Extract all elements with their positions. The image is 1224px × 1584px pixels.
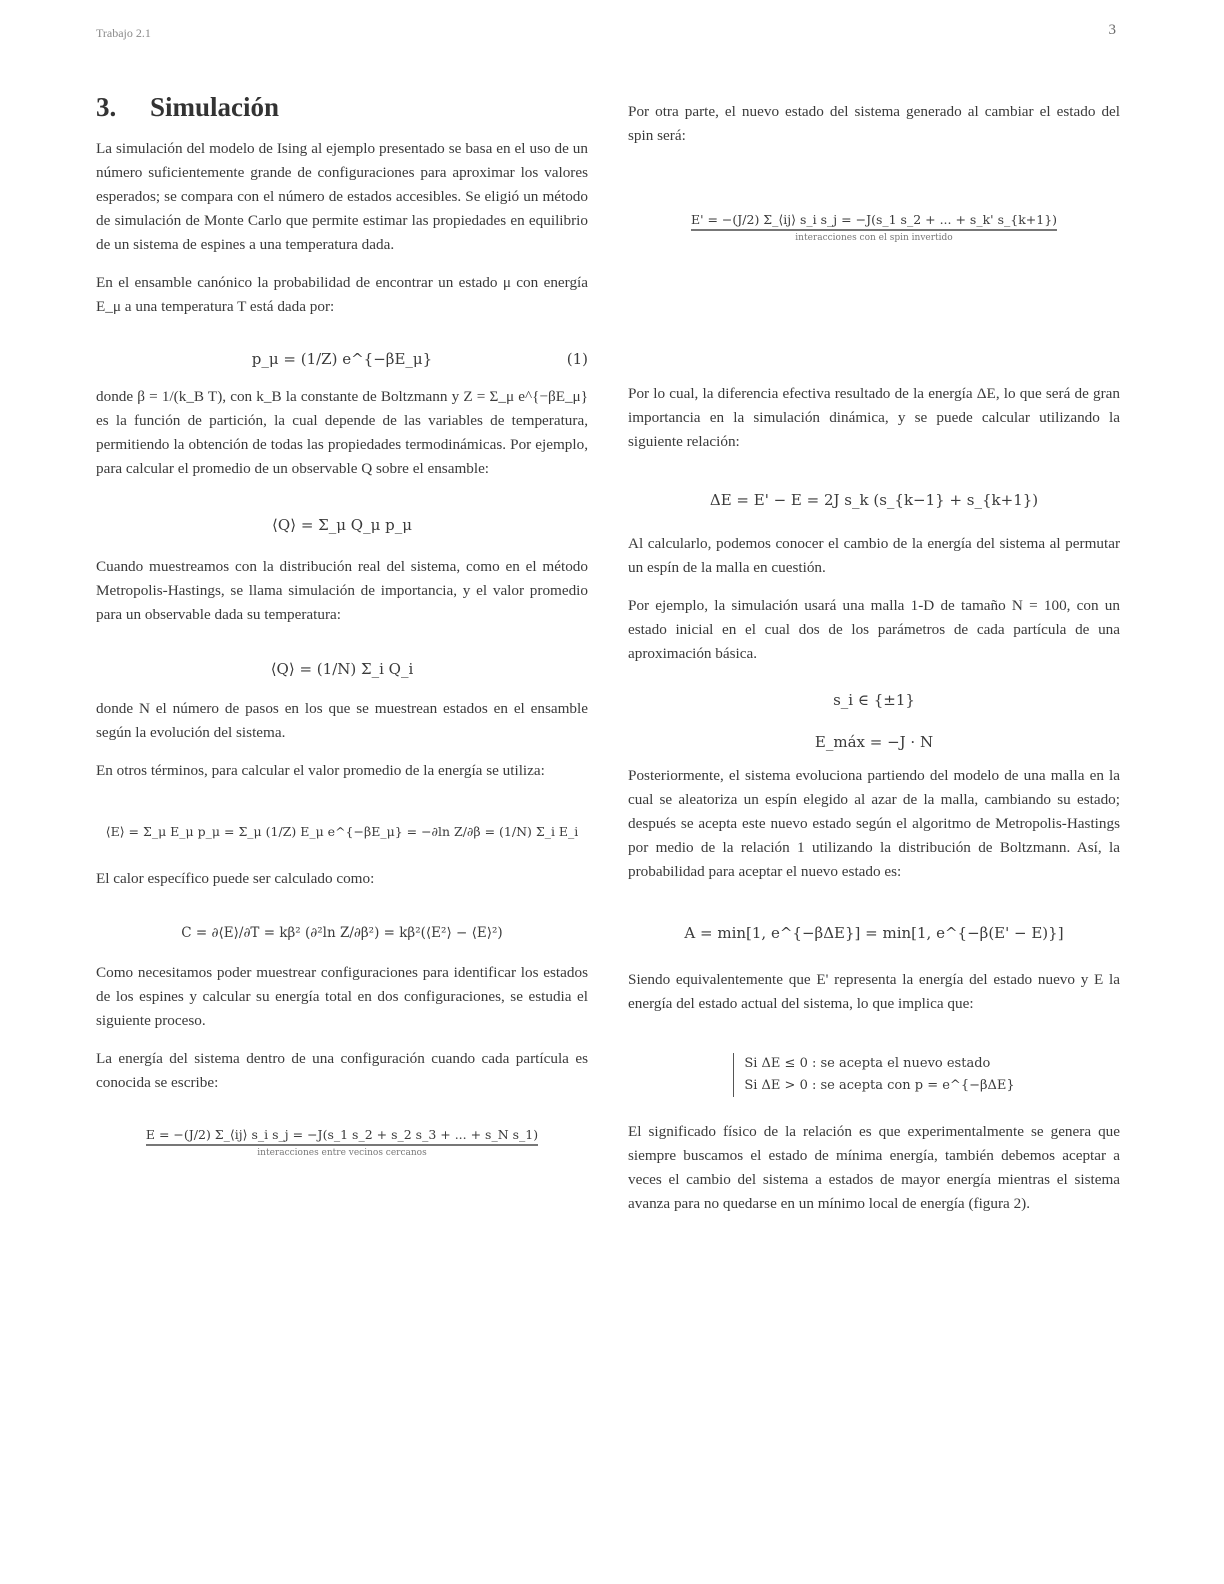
cases-block bbox=[733, 1053, 1014, 1097]
paragraph: Por lo cual, la diferencia efectiva resultado de la energía ΔE, lo que será de gran importancia en la simulación dinámica, y se puede calcular utilizando la siguiente relación: bbox=[628, 385, 1120, 450]
equation-9 bbox=[628, 680, 1120, 720]
equation-4 bbox=[96, 797, 588, 867]
paragraph: Por otra parte, el nuevo estado del sistema generado al cambiar el estado del spin será: bbox=[628, 103, 1120, 144]
equation-text: p_μ = (1/Z) e^{−βE_μ} bbox=[251, 350, 433, 368]
equation-text: E = −(J/2) Σ_⟨ij⟩ s_i s_j = −J(s_1 s_2 + s_2 s_3 + ... + s_N s_1) bbox=[146, 1127, 538, 1146]
equation-8 bbox=[628, 468, 1120, 532]
equation-text: A = min[1, e^{−βΔE}] = min[1, e^{−β(E' − E)}] bbox=[684, 924, 1064, 942]
right-column bbox=[628, 100, 1120, 1230]
paragraph: Posteriormente, el sistema evoluciona partiendo del modelo de una malla en la cual se aleatoriza un espín elegido al azar de la malla, cambiando su estado; después se acepta este nuevo estado según el algoritmo de Metropolis-Hastings por medio de la relación 1 utilizando la distribución de Boltzmann. Así, la probabilidad para aceptar el nuevo estado es: bbox=[628, 767, 1120, 880]
equation-2 bbox=[96, 495, 588, 555]
equation-6 bbox=[96, 1109, 588, 1158]
equation-text: C = ∂⟨E⟩/∂T = kβ² (∂²ln Z/∂β²) = kβ²(⟨E²⟩ − ⟨E⟩²) bbox=[181, 925, 503, 941]
underbrace-label: interacciones con el spin invertido bbox=[795, 233, 953, 243]
equation-text: ⟨Q⟩ = Σ_μ Q_μ p_μ bbox=[272, 516, 412, 534]
paragraph: En otros términos, para calcular el valor promedio de la energía se utiliza: bbox=[96, 762, 545, 779]
left-column bbox=[96, 92, 588, 1158]
equation-number: (1) bbox=[566, 350, 588, 368]
equation-10 bbox=[628, 720, 1120, 764]
equation-5 bbox=[96, 905, 588, 961]
equation-11 bbox=[628, 898, 1120, 968]
equation-3 bbox=[96, 641, 588, 697]
paragraph bbox=[628, 1120, 1120, 1216]
equation-1 bbox=[96, 333, 588, 385]
page-number: 3 bbox=[1108, 22, 1116, 38]
paragraph: La energía del sistema dentro de una configuración cuando cada partícula es conocida se escribe: bbox=[96, 1050, 588, 1091]
section-title: Simulación bbox=[150, 92, 280, 122]
equation-12 bbox=[628, 1030, 1120, 1120]
paragraph: Cuando muestreamos con la distribución real del sistema, como en el método Metropolis-Hastings, se llama simulación de importancia, y el valor promedio para un observable dada su temperatura: bbox=[96, 558, 588, 623]
paragraph: La simulación del modelo de Ising al ejemplo presentado se basa en el uso de un número suficientemente grande de configuraciones para aproximar los valores esperados; se compara con el número de estados accesibles. Se eligió un método de simulación de Monte Carlo que permite estimar las propiedades en equilibrio de un sistema de espines a una temperatura dada. bbox=[96, 140, 588, 253]
case-line: Si ΔE > 0 : se acepta con p = e^{−βΔE} bbox=[744, 1078, 1015, 1093]
case-line: Si ΔE ≤ 0 : se acepta el nuevo estado bbox=[744, 1056, 991, 1071]
running-header: Trabajo 2.1 bbox=[96, 26, 151, 40]
paragraph-text: El significado físico de la relación es que experimentalmente se genera que siempre buscamos el estado de mínima energía, también debemos aceptar a veces el cambio del sistema a estados de mayor energía mientras el sistema avanza para no quedarse en un mínimo local de energía (figura 2). bbox=[628, 1123, 1120, 1212]
paragraph: Al calcularlo, podemos conocer el cambio de la energía del sistema al permutar un espín de la malla en cuestión. bbox=[628, 535, 1120, 576]
equation-7 bbox=[628, 162, 1120, 382]
paragraph: El calor específico puede ser calculado como: bbox=[96, 870, 375, 887]
paragraph: donde β = 1/(k_B T), con k_B la constante de Boltzmann y Z = Σ_μ e^{−βE_μ} es la función de partición, la cual depende de las variables de temperatura, permitiendo la obtención de todas las propiedades termodinámicas. Por ejemplo, para calcular el promedio de un observable Q sobre el ensamble: bbox=[96, 388, 588, 477]
equation-text: ⟨Q⟩ = (1/N) Σ_i Q_i bbox=[270, 660, 414, 678]
underbrace-label: interacciones entre vecinos cercanos bbox=[257, 1148, 427, 1158]
equation-text: ⟨E⟩ = Σ_μ E_μ p_μ = Σ_μ (1/Z) E_μ e^{−βE_μ} = −∂ln Z/∂β = (1/N) Σ_i E_i bbox=[105, 824, 579, 839]
paragraph: Siendo equivalentemente que E' representa la energía del estado nuevo y E la energía del estado actual del sistema, lo que implica que: bbox=[628, 971, 1120, 1012]
paragraph: Como necesitamos poder muestrear configuraciones para identificar los estados de los espines y calcular su energía total en dos configuraciones, se estudia el siguiente proceso. bbox=[96, 964, 588, 1029]
equation-text: E_máx = −J · N bbox=[814, 733, 934, 751]
section-number: 3. bbox=[96, 92, 117, 122]
paragraph: En el ensamble canónico la probabilidad de encontrar un estado μ con energía E_μ a una temperatura T está dada por: bbox=[96, 274, 588, 315]
section-heading bbox=[96, 92, 588, 123]
equation-text: s_i ∈ {±1} bbox=[833, 691, 915, 709]
paragraph: Por ejemplo, la simulación usará una malla 1-D de tamaño N = 100, con un estado inicial en el cual dos de los parámetros de cada partícula de una aproximación básica. bbox=[628, 597, 1120, 662]
equation-text: ΔE = E' − E = 2J s_k (s_{k−1} + s_{k+1}) bbox=[709, 491, 1039, 509]
equation-text: E' = −(J/2) Σ_⟨ij⟩ s_i s_j = −J(s_1 s_2 + ... + s_k' s_{k+1}) bbox=[691, 212, 1057, 231]
paragraph: donde N el número de pasos en los que se muestrean estados en el ensamble según la evolución del sistema. bbox=[96, 700, 588, 741]
